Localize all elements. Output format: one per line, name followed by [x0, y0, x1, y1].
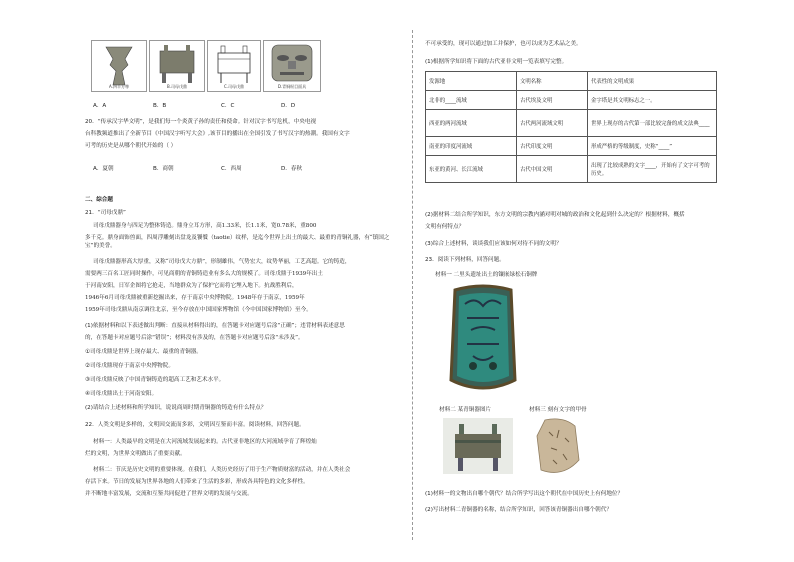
oracle-bone-image: [533, 416, 583, 478]
table-cell: 南亚的印度河流域: [426, 137, 517, 156]
q21-statement-3: ③司母戊鼎反映了中国青铜铸造的超高工艺和艺术水平。: [85, 377, 225, 383]
q20-option-b: B．商朝: [153, 166, 174, 172]
q23-intro: 23．阅读下列材料，回答问题。: [425, 257, 505, 263]
q19-option-a: A．A: [93, 103, 107, 109]
q20-line-1: 20．“传承汉字华文明”，是我们每一个炎黄子孙的责任和使命。针对汉字书写危机，中央电视: [85, 119, 317, 125]
q20-option-d: D．春秋: [281, 166, 303, 172]
q19-image-a: [91, 40, 147, 92]
turquoise-plaque-image: [445, 284, 521, 396]
q22-material-1b: 烂的文明，为世界文明做出了重要贡献。: [85, 451, 186, 457]
q21-para-4: 需要两三百名工匠同时操作，可见商朝的青铜铸造业有多么大的规模了。司母戊鼎于1939年出土: [85, 271, 323, 277]
right-column: [425, 0, 725, 562]
table-row: [426, 137, 717, 156]
q23-material-1-label: 材料一 二里头遗址出土的镶嵌绿松石铜牌: [435, 272, 538, 278]
table-header: 文明名称: [517, 72, 588, 91]
q22-ask-2b: 文明有何特点？: [425, 224, 465, 230]
q19-image-b: [149, 40, 205, 92]
left-column: [85, 0, 405, 562]
q20-option-c: C．西周: [221, 166, 242, 172]
q22-material-2a: 材料二：节庆是历史文明的重要体现。在我们，人类历史经历了用于生产物质财富的活动，并在人类社会: [93, 467, 351, 473]
q21-ask-1b: 的，在答题卡对应题号后涂“错误”；材料没有涉及的，在答题卡对应题号后涂“未涉及”。: [85, 335, 304, 341]
bronze-ding-image: [443, 418, 513, 474]
q23-ask-1: (1)材料一的文物出自哪个朝代？结合所学写出这个朝代在中国历史上有何地位？: [425, 491, 624, 497]
q21-para-2: 多千克。鼎身面饰兽面，四周浮雕刻出盘龙及饕餮（taotie）纹样，是迄今世界上出土的最大、最重的青铜礼器，有“镇国之宝”的美誉。: [85, 235, 390, 249]
table-cell: 古代两河流域文明: [517, 110, 588, 137]
q21-statement-2: ②司母戊鼎现存于南京中央博物院。: [85, 363, 174, 369]
q21-ask-1: (1)依据材料和以下表述做出判断：直接从材料得出的，在答题卡对应题号后涂“正确”；违背材料表述意思: [85, 323, 345, 329]
table-cell: 形成严格的等级制度，史称“____”: [588, 137, 717, 156]
q23-material-3-label: 材料三 刻有文字的甲骨: [529, 407, 587, 413]
q22-ask-3: (3)综合上述材料，谈谈我们应该如何对待不同的文明？: [425, 241, 562, 247]
table-header: 发源地: [426, 72, 517, 91]
q21-para-1: 司母戊鼎器身与四足为整体铸造。鼎身立耳方形，高1.33米，长1.1米，宽0.78米，重800: [93, 223, 317, 229]
q22-ask-2a: (2)据材料二结合所学知识，东方文明的宗教内涵对明对城的政治和文化起到什么决定的？根据材料，概括: [425, 212, 685, 218]
table-cell: 西亚的两河流域: [426, 110, 517, 137]
q21-statement-1: ①司母戊鼎是世界上现存最大、最重的青铜器。: [85, 349, 202, 355]
q20-line-2: 台科教频道推出了全新节目《中国汉字听写大会》,该节目的播出在全国引发了书写汉字的热潮。我国有文字: [85, 131, 350, 137]
q19-caption-b: B.司母戊鼎: [166, 84, 187, 89]
table-cell: 古代中国文明: [517, 156, 588, 183]
q19-image-d: [263, 40, 321, 92]
civilization-table: [425, 71, 717, 183]
q19-caption-d: D.青铜纵目面具: [277, 84, 307, 89]
q21-ask-2: (2)请结合上述材料和所学知识，说说商周时期青铜器的铸造有什么特点？: [85, 405, 267, 411]
q19-caption-a: A.四羊方尊: [109, 84, 129, 89]
q22-material-2b: 存活下来。节日的发展为世界各地的人们带来了生活的多彩，形成各具特色的文化多样性。: [85, 479, 309, 485]
q21-para-5: 于河南安阳，日军企图将它抢走，当地群众为了保护它而将它埋入地下。抗战胜利后，: [85, 283, 298, 289]
table-cell: 金字塔是其文明标志之一。: [588, 91, 717, 110]
table-header: 代表性的文明成果: [588, 72, 717, 91]
q19-caption-c: C.司母戊鼎: [223, 84, 245, 89]
q21-para-6: 1946年6月司母戊鼎被重新挖掘出来，存于南京中央博物院。1948年存于南京，1959年: [85, 295, 305, 301]
right-top-line: 不可承受的，现可以通过加工并保护，也可以成为艺术品之美。: [425, 41, 582, 47]
column-divider: [412, 30, 414, 540]
q21-para-3: 司母戊鼎器形高大厚重，又称“司母戊大方鼎”，形制雄伟，气势宏大，纹势华丽，工艺高超。它的铸造，: [93, 259, 351, 265]
table-row: [426, 156, 717, 183]
table-cell: 北非的____流域: [426, 91, 517, 110]
q19-option-d: D．D: [281, 103, 296, 109]
table-cell: 古代印度文明: [517, 137, 588, 156]
table-row: [426, 91, 717, 110]
q19-option-c: C．C: [221, 103, 235, 109]
q21-statement-4: ④司母戊鼎出土于河南安阳。: [85, 391, 158, 397]
q22-ask-1: (1)根据所学知识将下面的古代亚非文明一览表填写完整。: [425, 59, 568, 65]
q20-line-3: 可考的历史是从哪个朝代开始的（ ）: [85, 143, 177, 149]
table-row: [426, 110, 717, 137]
table-header-row: [426, 72, 717, 91]
q21-title: 21．“司母戊鼎”: [85, 210, 126, 216]
table-cell: 东亚的黄河、长江流域: [426, 156, 517, 183]
table-cell: 世界上现存的古代第一部比较完备的成文法典____: [588, 110, 717, 137]
q23-material-2-label: 材料二 某青铜器图片: [439, 407, 492, 413]
q22-material-1a: 材料一：人类最早的文明是在大河流域发展起来的。古代亚非地区的大河流域孕育了辉煌灿: [93, 439, 317, 445]
q21-para-7: 1959年司母戊鼎从南京调往北京，至今存放在中国国家博物馆（今中国国家博物馆）至今。: [85, 307, 312, 313]
q19-option-b: B．B: [153, 103, 167, 109]
q20-option-a: A．夏朝: [93, 166, 114, 172]
table-cell: 古代埃及文明: [517, 91, 588, 110]
q22-material-2c: 并不断地丰富发展，交流和互鉴共同促进了世界文明的发展与交流。: [85, 491, 253, 497]
q23-ask-2: (2)写出材料二青铜器的名称，结合所学知识，回答该青铜器出自哪个朝代？: [425, 507, 612, 513]
section-heading: 二、综合题: [85, 197, 113, 203]
q19-image-c: [207, 40, 261, 92]
q22-intro: 22．人类文明是多样的，文明因交流而多彩，文明因互鉴而丰富。阅读材料，回答问题。: [85, 422, 305, 428]
table-cell: 出现了比较成熟的文字____，开始有了文字可考的历史。: [588, 156, 717, 183]
